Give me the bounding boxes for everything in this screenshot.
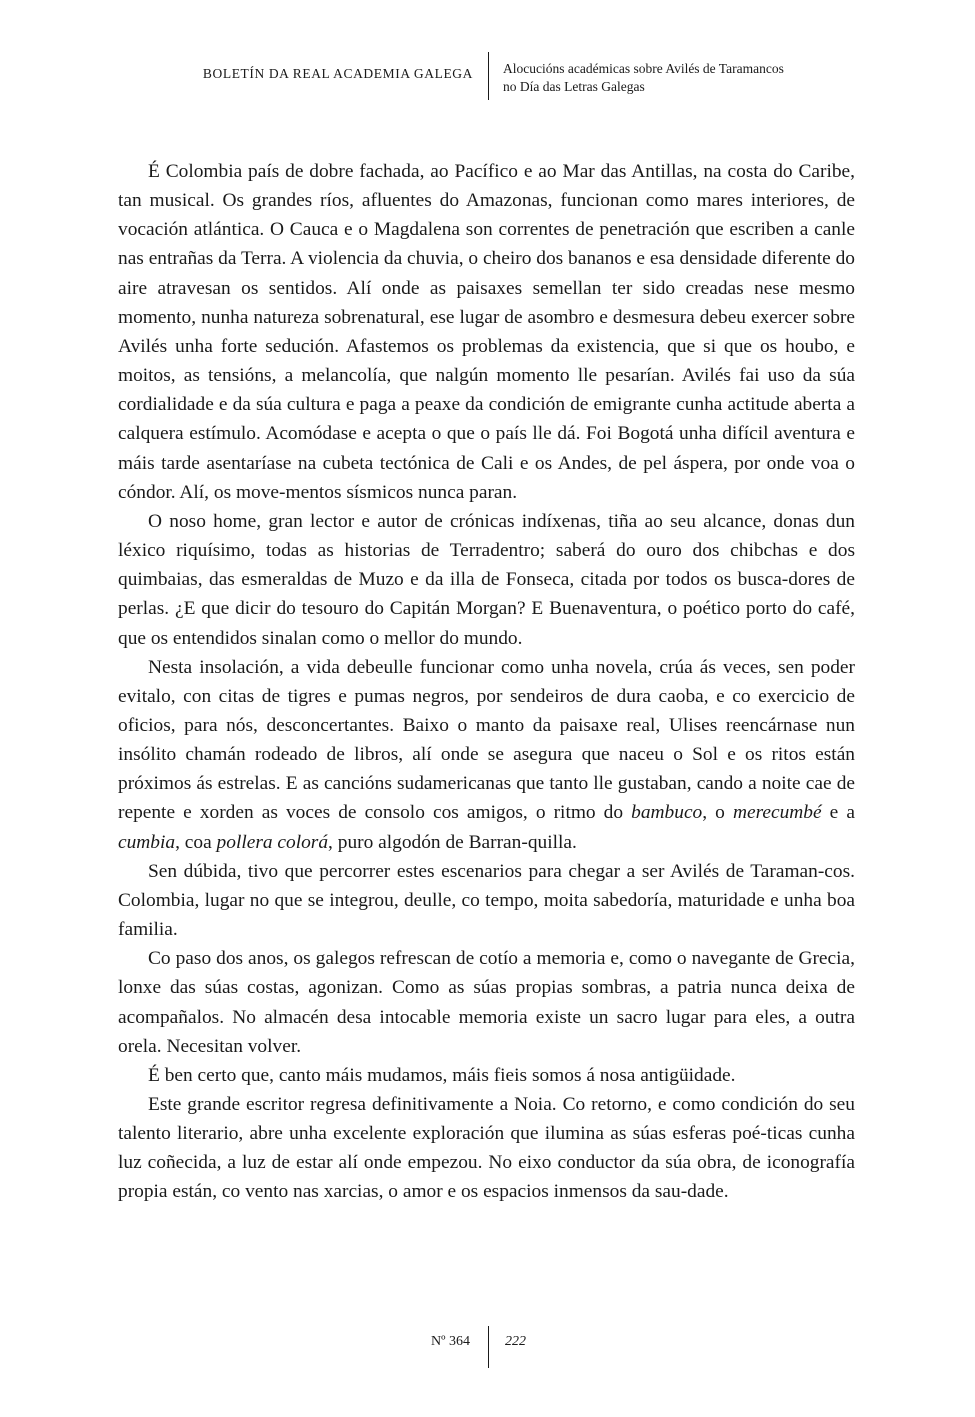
- paragraph-5: Co paso dos anos, os galegos refrescan de cotío a memoria e, como o navegante de Grecia, lonxe das súas costas, agonizan. Como as súas propias sombras, a patria nunca deixa de acompañalos. No almacén desa intocable memoria existe un sacro lugar para eles, a outra orela. Necesitan volver.: [118, 948, 855, 1057]
- page-number: 222: [505, 1334, 526, 1349]
- italic-term: merecumbé: [732, 802, 822, 824]
- article-body: [118, 157, 855, 1207]
- header-divider: [488, 52, 489, 100]
- paragraph-7: Este grande escritor regresa definitivamente a Noia. Co retorno, e como condición do seu talento literario, abre unha excelente exploración que ilumina as súas esferas poé-ticas cunha luz coñecida, a luz de estar alí onde empezou. No eixo conductor da súa obra, de iconografía propia están, co vento nas xarcias, o amor e os espacios inmensos da sau-dade.: [118, 1094, 855, 1203]
- paragraph-3: Nesta insolación, a vida debeulle funcionar como unha novela, crúa ás veces, sen poder evitalo, con citas de tigres e pumas negros, por sendeiros de dura caoba, e co exercicio de oficios, para nós, desconcertantes. Baixo o manto da paisaxe real, Ulises reencárnase nun insólito chamán rodeado de libros, alí onde se asegura que naceu o Sol e os ritos están próximos ás estrelas. E as cancións sudamericanas que tanto lle gustaban, cando a noite cae de repente e xorden as voces de consolo cos amigos, o ritmo do bambuco, o merecumbé e a cumbia, coa pollera colorá, puro algodón de Barran-quilla.: [118, 656, 855, 853]
- paragraph-6: É ben certo que, canto máis mudamos, máis fieis somos á nosa antigüidade.: [148, 1064, 736, 1086]
- issue-number: Nº 364: [431, 1334, 470, 1349]
- paragraph-4: Sen dúbida, tivo que percorrer estes escenarios para chegar a ser Avilés de Taraman-cos. Colombia, lugar no que se integrou, deulle, co tempo, moita sabedoría, maturidade e unha boa familia.: [118, 860, 855, 941]
- italic-term: cumbia: [118, 831, 176, 853]
- page-footer: [0, 1326, 975, 1371]
- section-title-line-2: no Día das Letras Galegas: [503, 79, 645, 94]
- italic-term: pollera colorá: [216, 831, 329, 853]
- journal-title: BOLETÍN DA REAL ACADEMIA GALEGA: [202, 66, 473, 81]
- paragraph-2: O noso home, gran lector e autor de crónicas indíxenas, tiña ao seu alcance, donas dun léxico riquísimo, todas as historias de Terradentro; saberá do ouro dos chibchas e dos quimbaias, das esmeraldas de Muzo e da illa de Fonseca, citada por todos os busca-dores de perlas. ¿E que dicir do tesouro do Capitán Morgan? E Buenaventura, o poético porto do café, que os entendidos sinalan como o mellor do mundo.: [118, 510, 855, 649]
- section-title-line-1: Alocucións académicas sobre Avilés de Taramancos: [503, 61, 784, 76]
- paragraph-1: É Colombia país de dobre fachada, ao Pacífico e ao Mar das Antillas, na costa do Caribe, tan musical. Os grandes ríos, afluentes do Amazonas, funcionan como mares interiores, de vocación atlántica. O Cauca e o Magdalena son correntes de penetración que escriben a canle nas entrañas da Terra. A violencia da chuvia, o cheiro dos bananos e esa densidade diferente do aire atravesan os sentidos. Alí onde as paisaxes semellan ter sido creadas nese mesmo momento, nunha natureza sobrenatural, ese lugar de asombro e desmesura debeu exercer sobre Avilés unha forte sedución. Afastemos os problemas da existencia, que si que os houbo, e moitos, as tensións, a melancolía, que nalgún momento lle pesarían. Avilés fai uso da súa cordialidade e da súa cultura e paga a peaxe da condición de emigrante cunha actitude aberta a calquera estímulo. Acomódase e acepta o que o país lle dá. Foi Bogotá unha difícil aventura e máis tarde asentaríase na cubeta tectónica de Cali e os Andes, de pel áspera, por onde voa o cóndor. Alí, os move-mentos sísmicos nunca paran.: [118, 161, 856, 503]
- section-title: [503, 60, 784, 96]
- footer-divider: [488, 1326, 489, 1368]
- running-header: [0, 52, 975, 102]
- italic-term: bambuco: [631, 802, 703, 824]
